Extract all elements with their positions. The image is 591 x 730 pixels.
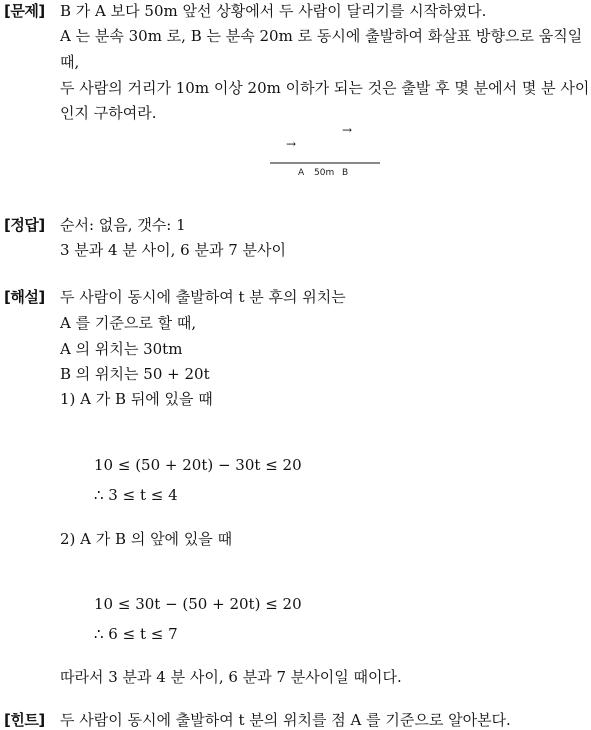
case2-title: 2) A 가 B 의 앞에 있을 때 (60, 530, 233, 548)
label-distance: 50m (314, 168, 335, 178)
answer-tag: [정답] (4, 216, 45, 234)
problem-line-2: A 는 분속 30m 로, B 는 분속 20m 로 동시에 출발하여 화살표 방향으로 움직일 (60, 27, 583, 45)
solution-tag: [해설] (4, 288, 45, 306)
solution-line-3: A 의 위치는 30tm (60, 340, 183, 358)
problem-line-4: 두 사람의 거리가 10m 이상 20m 이하가 되는 것은 출발 후 몇 분에서 몇 분 사이 (60, 79, 590, 97)
solution-line-4: B 의 위치는 50 + 20t (60, 365, 210, 383)
case2-equation: 10 ≤ 30t − (50 + 20t) ≤ 20 (94, 595, 302, 613)
problem-figure (268, 122, 384, 182)
solution-line-2: A 를 기준으로 할 때, (60, 314, 197, 332)
answer-line-1: 순서: 없음, 갯수: 1 (60, 216, 186, 234)
problem-line-5: 인지 구하여라. (60, 104, 157, 122)
label-b: B (342, 168, 349, 178)
problem-line-3: 때, (60, 53, 80, 71)
case1-equation: 10 ≤ (50 + 20t) − 30t ≤ 20 (94, 456, 302, 474)
label-a: A (298, 168, 305, 178)
case1-result: ∴ 3 ≤ t ≤ 4 (94, 486, 178, 504)
solution-conclusion: 따라서 3 분과 4 분 사이, 6 분과 7 분사이일 때이다. (60, 668, 402, 686)
hint-text: 두 사람이 동시에 출발하여 t 분의 위치를 점 A 를 기준으로 알아본다. (60, 711, 511, 729)
problem-line-1: B 가 A 보다 50m 앞선 상황에서 두 사람이 달리기를 시작하였다. (60, 2, 487, 20)
case2-result: ∴ 6 ≤ t ≤ 7 (94, 625, 178, 643)
arrow-a: → (286, 137, 297, 151)
solution-line-5: 1) A 가 B 뒤에 있을 때 (60, 390, 213, 408)
hint-tag: [힌트] (4, 711, 45, 729)
problem-tag: [문제] (4, 2, 45, 20)
answer-line-2: 3 분과 4 분 사이, 6 분과 7 분사이 (60, 241, 286, 259)
solution-line-1: 두 사람이 동시에 출발하여 t 분 후의 위치는 (60, 288, 346, 306)
arrow-b: → (342, 123, 353, 137)
